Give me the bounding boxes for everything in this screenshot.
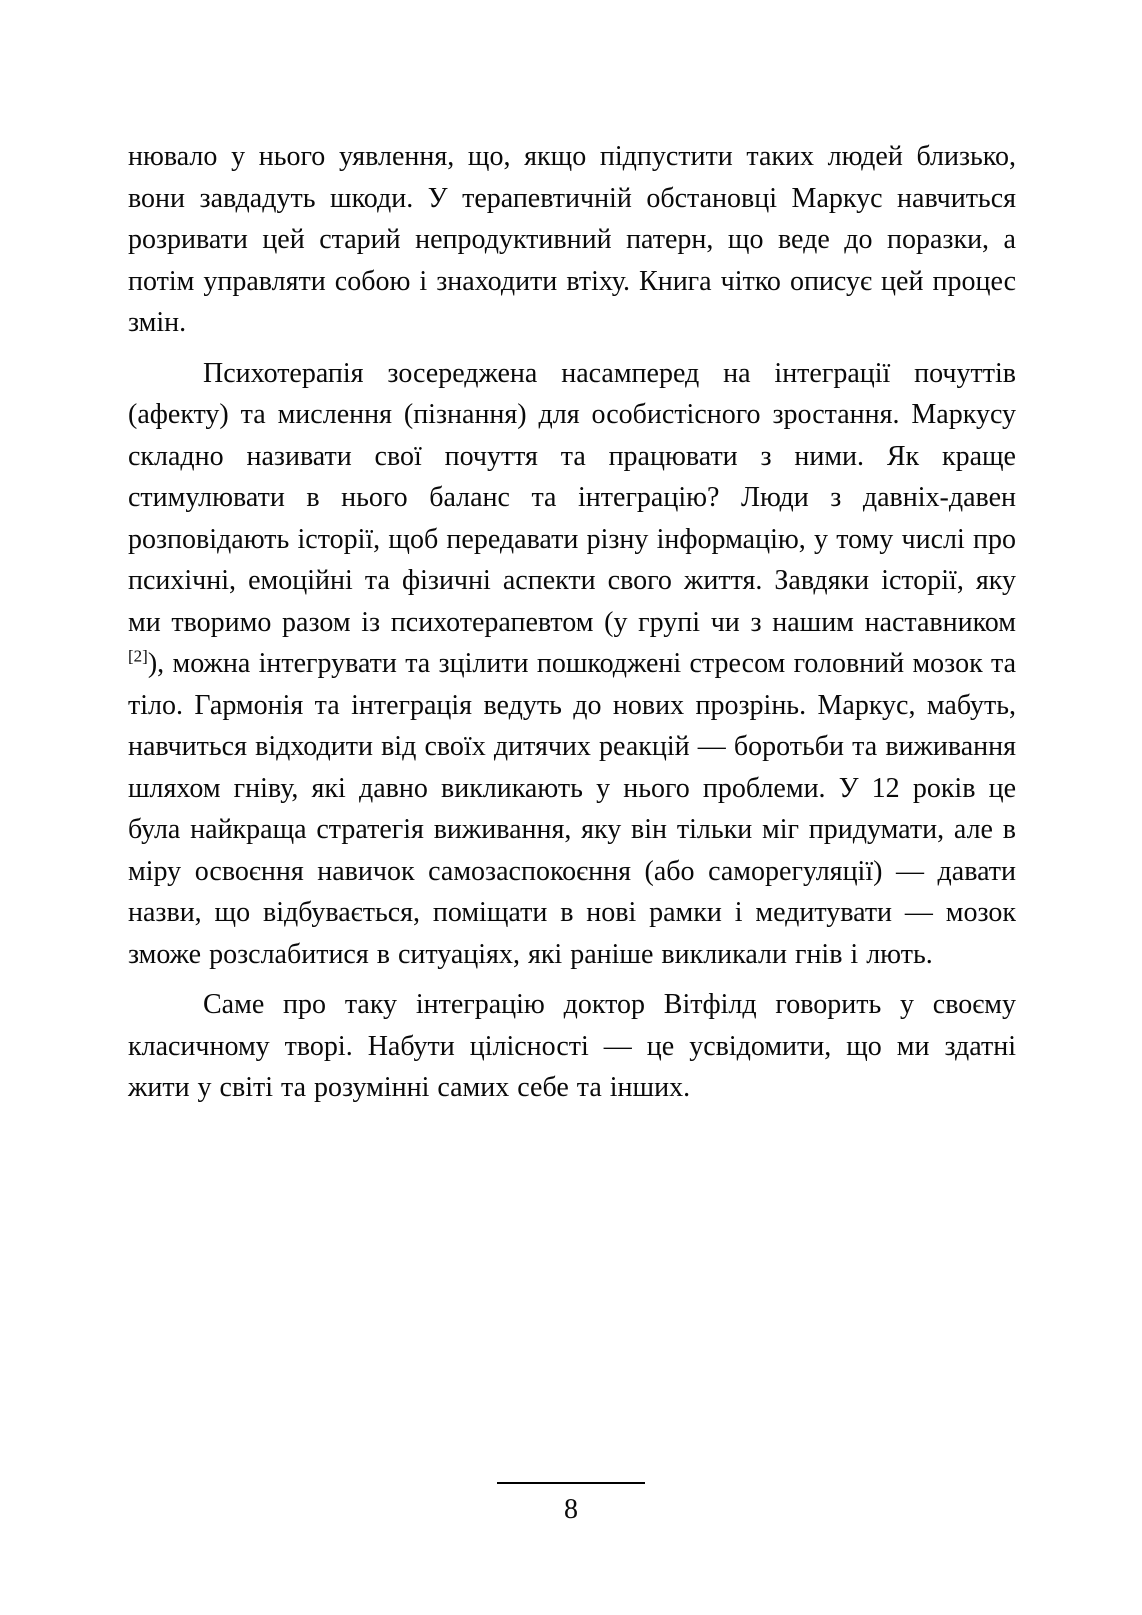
paragraph: нювало у нього уявлення, що, якщо підпустити таких людей близько, вони завдадуть шкоди. У терапевтичній обстановці Маркус навчиться розривати цей старий непродуктивний патерн, що веде до поразки, а потім управляти собою і знаходити втіху. Книга чітко описує цей процес змін. [128,141,1016,338]
footnote-reference[interactable]: [2] [128,646,148,666]
page-footer [0,1482,1142,1526]
footer-divider [497,1482,645,1484]
paragraph-text: Психотерапія зосереджена насамперед на інтеграції почуттів (афекту) та мислення (пізнання) для особистісного зростання. Маркусу складно називати свої почуття та працювати з ними. Як краще стимулювати в нього баланс та інтеграцію? Люди з давніх-давен розповідають історії, щоб передавати різну інформацію, у тому числі про психічні, емоційні та фізичні аспекти свого життя. Завдяки історії, яку ми творимо разом із психотерапевтом (у групі чи з нашим наставником [128,357,1016,638]
paragraph-text: ), можна інтегрувати та зцілити пошкоджені стресом головний мозок та тіло. Гармонія та інтеграція ведуть до нових прозрінь. Маркус, мабуть, навчиться відходити від своїх дитячих реакцій — боротьби та виживання шляхом гніву, які давно викликають у нього проблеми. У 12 років це була найкраща стратегія виживання, яку він тільки міг придумати, але в міру освоєння навичок самозаспокоєння (або саморегуляції) — давати назви, що відбувається, поміщати в нові рамки і медитувати — мозок зможе розслабитися в ситуаціях, які раніше викликали гнів і лють. [128,648,1016,970]
paragraph [128,353,1016,976]
page-number: 8 [564,1494,578,1525]
page-text [128,136,1016,1118]
paragraph: Саме про таку інтеграцію доктор Вітфілд говорить у своєму класичному творі. Набути цілісності — це усвідомити, що ми здатні жити у світі та розумінні самих себе та інших. [128,989,1016,1103]
